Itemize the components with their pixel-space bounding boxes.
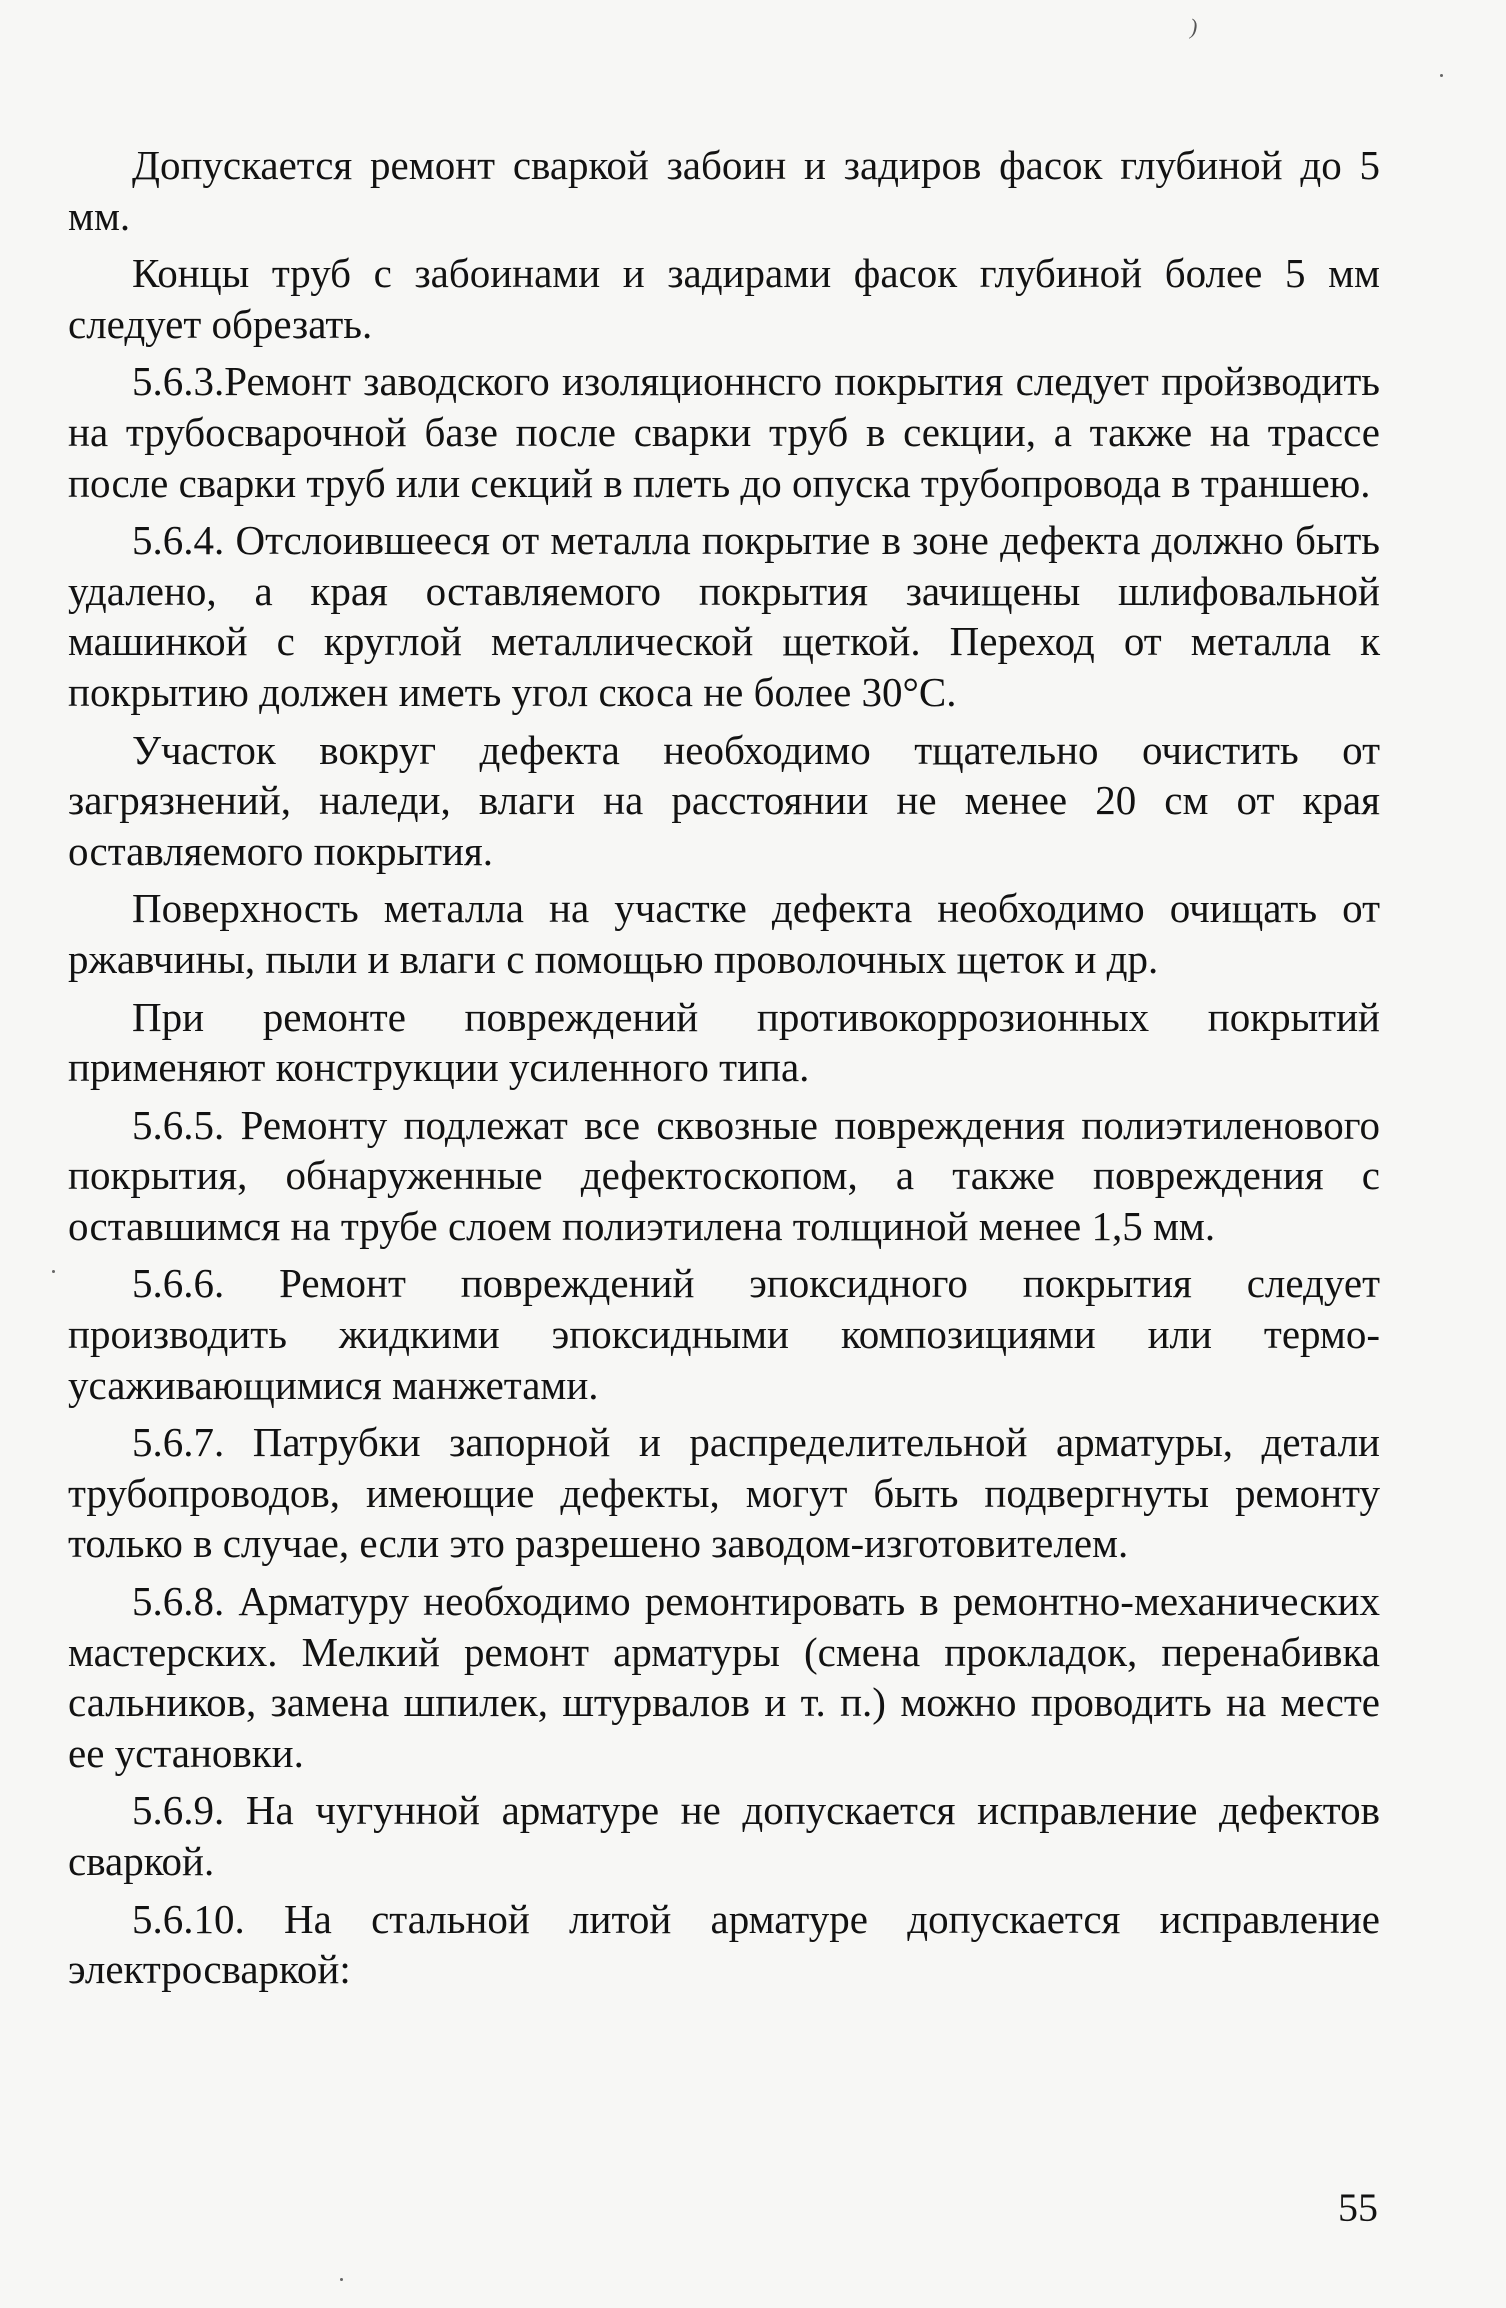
paragraph: 5.6.6. Ремонт повреждений эпоксидного покрытия следует производить жидкими эпоксидными композициями или термоусаживающимися манжетами.: [68, 1260, 1380, 1408]
body-text: [68, 140, 1380, 2002]
paragraph: Допускается ремонт сваркой забоин и задиров фасок глубиной до 5 мм.: [68, 142, 1380, 239]
paragraph: 5.6.10. На стальной литой арматуре допускается исправление электросваркой:: [68, 1895, 1380, 1993]
scan-artifact-dot: [1440, 74, 1443, 77]
paragraph: 5.6.7. Патрубки запорной и распределительной арматуры, детали трубопроводов, имеющие дефекты, могут быть подвергнуты ремонту только в случае, если это разрешено заводом-изготовителем.: [68, 1419, 1380, 1567]
page-number: 55: [1338, 2185, 1378, 2230]
paragraph: 5.6.4. Отслоившееся от металла покрытие в зоне дефекта должно быть удалено, а края оставляемого покрытия зачищены шлифовальной машинкой с круглой металлической щеткой. Переход от металла к покрытию должен иметь угол скоса не более 30°С.: [68, 517, 1380, 715]
paragraph: 5.6.3.Ремонт заводского изоляционнсго покрытия следует пройзводить на трубосварочной базе после сварки труб в секции, а также на трассе после сварки труб или секций в плеть до опуска трубопровода в траншею.: [68, 358, 1380, 506]
paragraph: Поверхность металла на участке дефекта необходимо очищать от ржавчины, пыли и влаги с помощью проволочных щеток и др.: [68, 885, 1380, 982]
scan-artifact-dot: [340, 2278, 343, 2281]
paragraph: Концы труб с забоинами и задирами фасок глубиной более 5 мм следует обрезать.: [68, 250, 1380, 347]
paragraph: При ремонте повреждений противокоррозионных покрытий применяют конструкции усиленного типа.: [68, 993, 1380, 1091]
paragraph: 5.6.9. На чугунной арматуре не допускается исправление дефектов сваркой.: [68, 1787, 1380, 1884]
scan-artifact-dot: [52, 1270, 55, 1273]
paragraph: 5.6.8. Арматуру необходимо ремонтировать в ремонтно-механических мастерских. Мелкий ремонт арматуры (смена прокладок, перенабивка сальников, замена шпилек, штурвалов и т. п.) можно проводить на месте ее установки.: [68, 1578, 1380, 1776]
scan-artifact-mark: ): [1190, 14, 1198, 39]
paragraph: 5.6.5. Ремонту подлежат все сквозные повреждения полиэтиленового покрытия, обнаруженные дефектоскопом, а также повреждения с оставшимся на трубе слоем полиэтилена толщиной менее 1,5 мм.: [68, 1101, 1380, 1249]
paragraph: Участок вокруг дефекта необходимо тщательно очистить от загрязнений, наледи, влаги на расстоянии не менее 20 см от края оставляемого покрытия.: [68, 726, 1380, 874]
